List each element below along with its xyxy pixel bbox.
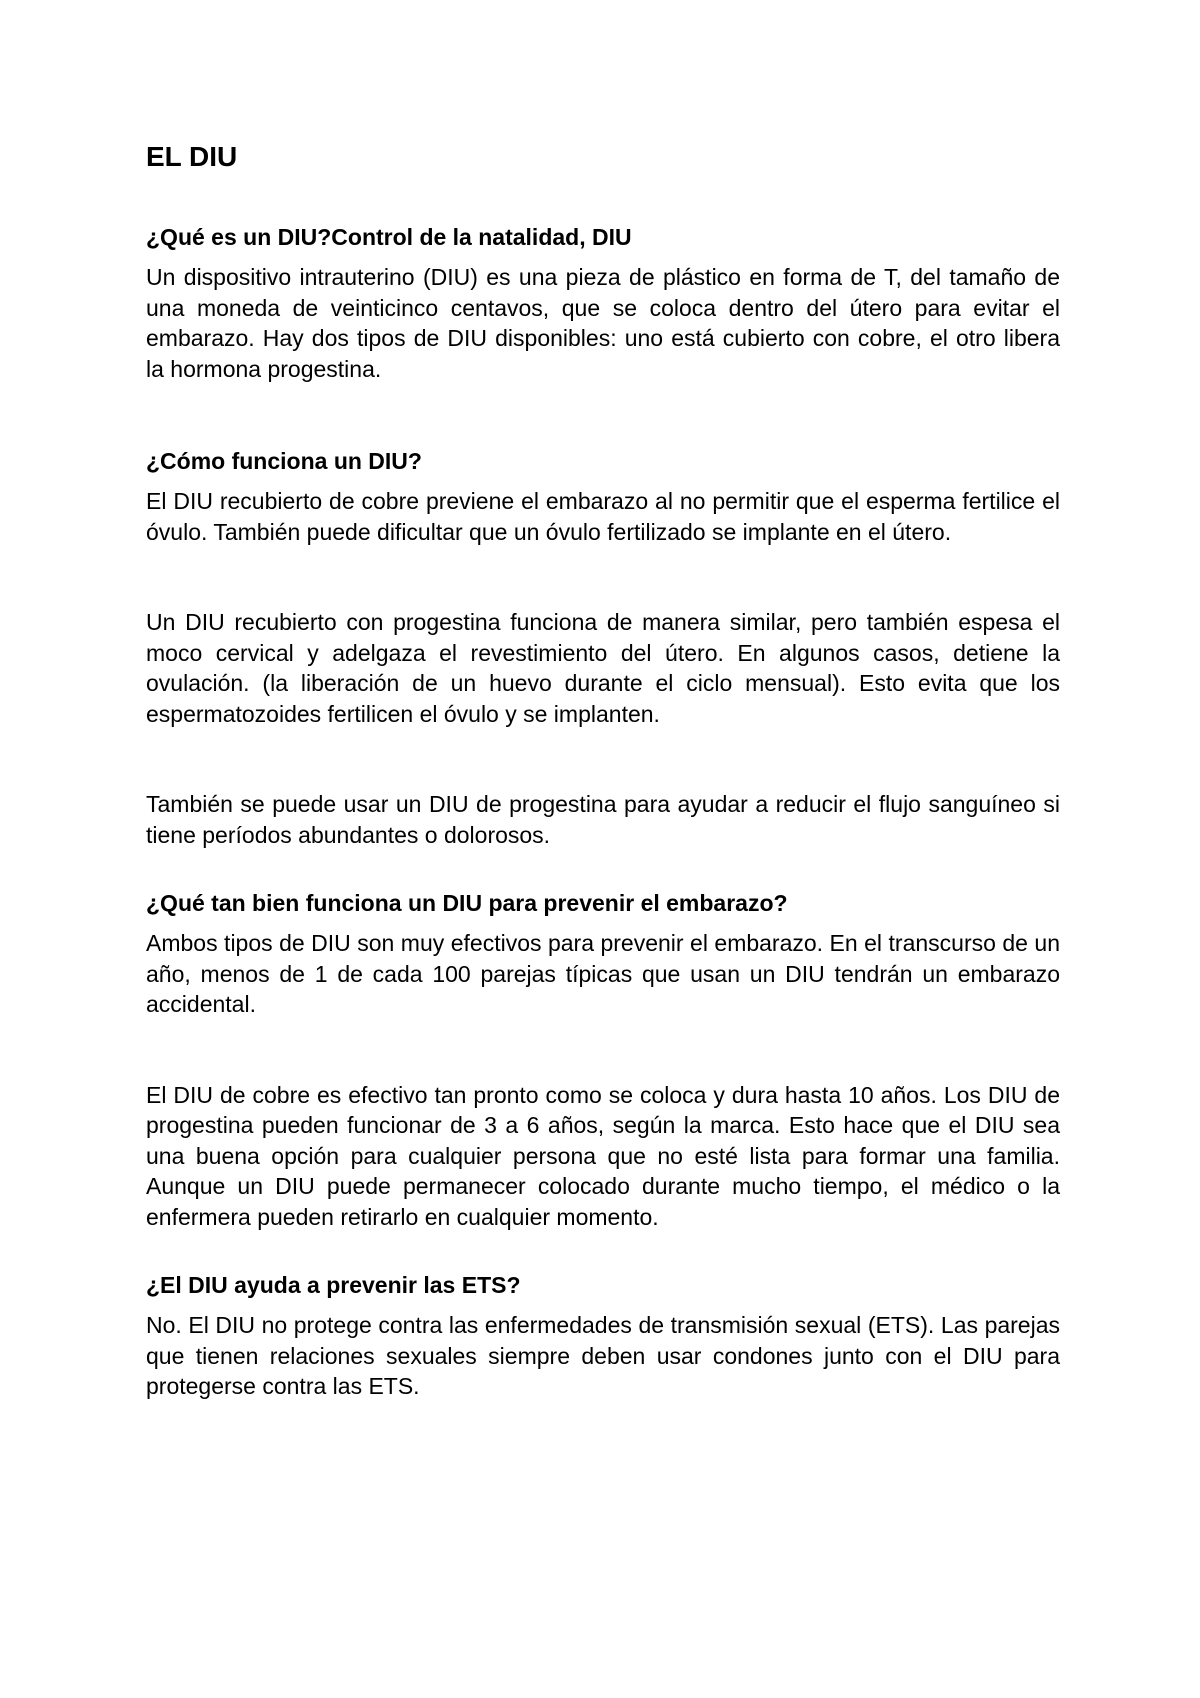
spacer	[146, 1232, 1060, 1270]
section-que-tan-bien	[146, 888, 1060, 1232]
spacer	[146, 384, 1060, 446]
spacer	[146, 729, 1060, 789]
section-heading: ¿Qué tan bien funciona un DIU para prevenir el embarazo?	[146, 890, 788, 916]
section-paragraph: El DIU de cobre es efectivo tan pronto como se coloca y dura hasta 10 años. Los DIU de progestina pueden funcionar de 3 a 6 años, según la marca. Esto hace que el DIU sea una buena opción para cualquier persona que no esté lista para formar una familia. Aunque un DIU puede permanecer colocado durante mucho tiempo, el médico o la enfermera pueden retirarlo en cualquier momento.	[146, 1081, 1060, 1230]
section-heading: ¿Qué es un DIU?Control de la natalidad, DIU	[146, 224, 632, 250]
spacer	[146, 1020, 1060, 1080]
document-page	[146, 140, 1060, 1402]
section-paragraph: También se puede usar un DIU de progestina para ayudar a reducir el flujo sanguíneo si tiene períodos abundantes o dolorosos.	[146, 791, 1060, 848]
spacer	[146, 850, 1060, 888]
document-title: EL DIU	[146, 141, 238, 172]
section-paragraph: Un DIU recubierto con progestina funciona de manera similar, pero también espesa el moco cervical y adelgaza el revestimiento del útero. En algunos casos, detiene la ovulación. (la liberación de un huevo durante el ciclo mensual). Esto evita que los espermatozoides fertilicen el óvulo y se implanten.	[146, 609, 1060, 727]
section-paragraph: Un dispositivo intrauterino (DIU) es una pieza de plástico en forma de T, del tamaño de una moneda de veinticinco centavos, que se coloca dentro del útero para evitar el embarazo. Hay dos tipos de DIU disponibles: uno está cubierto con cobre, el otro libera la hormona progestina.	[146, 264, 1060, 382]
spacer	[146, 547, 1060, 607]
section-que-es	[146, 222, 1060, 384]
section-heading: ¿El DIU ayuda a prevenir las ETS?	[146, 1272, 521, 1298]
section-ets	[146, 1270, 1060, 1402]
section-paragraph: No. El DIU no protege contra las enfermedades de transmisión sexual (ETS). Las parejas que tienen relaciones sexuales siempre deben usar condones junto con el DIU para protegerse contra las ETS.	[146, 1312, 1060, 1399]
section-paragraph: El DIU recubierto de cobre previene el embarazo al no permitir que el esperma fertilice el óvulo. También puede dificultar que un óvulo fertilizado se implante en el útero.	[146, 488, 1060, 545]
section-paragraph: Ambos tipos de DIU son muy efectivos para prevenir el embarazo. En el transcurso de un año, menos de 1 de cada 100 parejas típicas que usan un DIU tendrán un embarazo accidental.	[146, 930, 1060, 1017]
section-como-funciona	[146, 446, 1060, 850]
section-heading: ¿Cómo funciona un DIU?	[146, 448, 422, 474]
